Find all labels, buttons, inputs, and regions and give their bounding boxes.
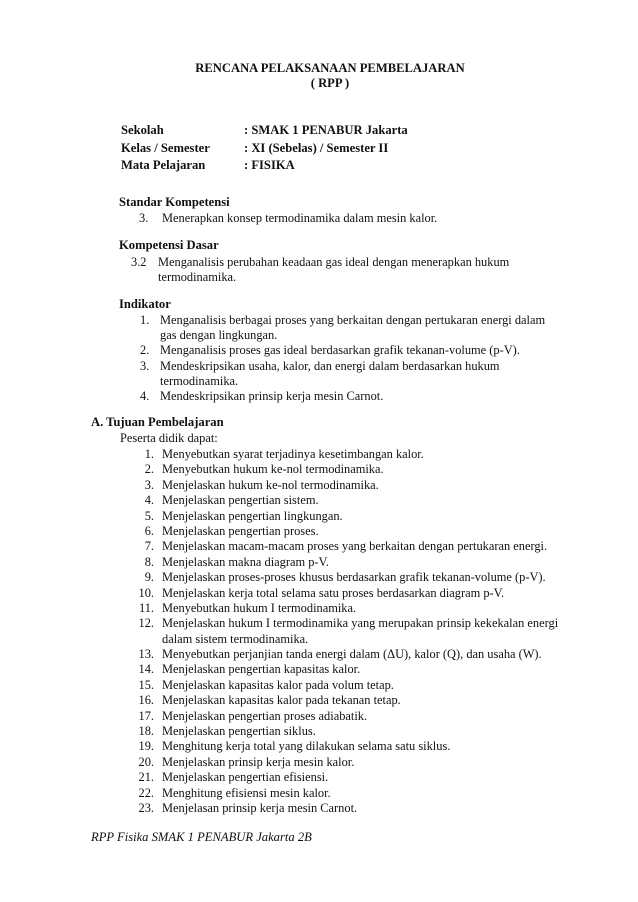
list-item-number: 4. [144, 493, 154, 508]
list-item-number: 23. [138, 801, 154, 815]
list-item-text: Menghitung efisiensi mesin kalor. [162, 785, 331, 800]
document-subtitle: ( RPP ) [310, 76, 350, 90]
list-item-number: 4. [140, 388, 150, 403]
identity-label: Kelas / Semester [121, 140, 210, 155]
list-item-text: Mendeskripsikan usaha, kalor, dan energi dalam berdasarkan hukum termodinamika. [160, 358, 500, 388]
list-item-text: Menjelaskan kapasitas kalor pada tekanan tetap. [162, 693, 401, 708]
list-item-number: 22. [138, 785, 154, 800]
indikator-heading: Indikator [119, 297, 171, 311]
list-item-text: Menganalisis berbagai proses yang berkaitan dengan pertukaran energi dalam gas dengan lingkungan. [160, 313, 546, 343]
identity-row [121, 123, 541, 141]
list-item-number: 14. [138, 662, 154, 677]
tujuan-intro: Peserta didik dapat: [120, 431, 218, 445]
list-item-number: 2. [140, 343, 150, 358]
kompetensi-dasar-text: Menganalisis perubahan keadaan gas ideal dengan menerapkan hukum [158, 255, 510, 269]
list-item-text: Menyebutkan perjanjian tanda energi dalam (ΔU), kalor (Q), dan usaha (W). [162, 647, 542, 662]
kompetensi-dasar-number: 3.2 [131, 255, 147, 269]
list-item-number: 10. [138, 585, 154, 600]
list-item-text: Menjelaskan pengertian siklus. [162, 724, 316, 739]
list-item-text: Menjelaskan proses-proses khusus berdasarkan grafik tekanan-volume (p-V). [162, 570, 546, 585]
list-item-number: 3. [140, 358, 150, 373]
list-item-number: 8. [144, 554, 154, 569]
list-item-number: 7. [144, 539, 154, 554]
list-item-text: Menjelaskan pengertian proses adiabatik. [162, 708, 368, 723]
identity-row [121, 158, 541, 176]
standar-kompetensi-text: Menerapkan konsep termodinamika dalam mesin kalor. [162, 211, 438, 225]
list-item-number: 16. [138, 693, 154, 708]
standar-kompetensi-heading: Standar Kompetensi [119, 195, 230, 209]
list-item-text: Menjelaskan hukum I termodinamika yang merupakan prinsip kekekalan energi dalam sistem termodinamika. [162, 616, 559, 646]
standar-kompetensi-number: 3. [139, 211, 149, 225]
identity-row [121, 141, 541, 159]
list-item-number: 18. [138, 724, 154, 739]
list-item-number: 1. [140, 313, 150, 327]
list-item-number: 15. [138, 677, 154, 692]
identity-value: : FISIKA [244, 158, 295, 172]
list-item-number: 5. [144, 508, 154, 523]
identity-table [121, 123, 541, 176]
list-item-number: 20. [138, 754, 154, 769]
list-item-text: Menjelaskan hukum ke-nol termodinamika. [162, 477, 379, 492]
list-item-number: 11. [138, 600, 154, 615]
list-item-text: Menjelaskan pengertian efisiensi. [162, 770, 329, 785]
list-item-number: 3. [144, 477, 154, 492]
list-item-text: Menjelaskan prinsip kerja mesin kalor. [162, 754, 355, 769]
list-item-text: Menjelaskan pengertian sistem. [162, 493, 319, 508]
identity-label: Mata Pelajaran [121, 158, 206, 172]
list-item-text: Menganalisis proses gas ideal berdasarkan grafik tekanan-volume (p-V). [160, 343, 520, 358]
list-item-text: Menjelaskan kerja total selama satu proses berdasarkan diagram p-V. [162, 585, 505, 600]
list-item-text: Menyebutkan hukum I termodinamika. [162, 600, 357, 615]
list-item-text: Menjelaskan macam-macam proses yang berkaitan dengan pertukaran energi. [162, 539, 548, 554]
list-item-number: 12. [138, 616, 154, 631]
list-item-text: Menjelasan prinsip kerja mesin Carnot. [162, 801, 358, 815]
list-item-number: 13. [138, 647, 154, 662]
list-item-text: Menjelaskan pengertian proses. [162, 523, 319, 538]
list-item-text: Menjelaskan makna diagram p-V. [162, 554, 329, 569]
list-item-number: 2. [144, 462, 154, 477]
list-item-number: 1. [144, 447, 154, 461]
identity-value: : XI (Sebelas) / Semester II [244, 140, 389, 155]
list-item-number: 9. [144, 570, 154, 585]
list-item-text: Menjelaskan kapasitas kalor pada volum tetap. [162, 677, 394, 692]
list-item-text: Menjelaskan pengertian kapasitas kalor. [162, 662, 361, 677]
page-footer: RPP Fisika SMAK 1 PENABUR Jakarta 2B [91, 830, 312, 844]
list-item-text: Menjelaskan pengertian lingkungan. [162, 508, 343, 523]
list-item-text: Menyebutkan hukum ke-nol termodinamika. [162, 462, 384, 477]
tujuan-heading: A. Tujuan Pembelajaran [91, 415, 224, 429]
document-title: RENCANA PELAKSANAAN PEMBELAJARAN [195, 61, 465, 75]
kompetensi-dasar-heading: Kompetensi Dasar [119, 238, 219, 252]
list-item-number: 6. [144, 523, 154, 538]
kompetensi-dasar-text-cont: termodinamika. [158, 270, 237, 284]
list-item-text: Menyebutkan syarat terjadinya kesetimbangan kalor. [162, 447, 424, 461]
list-item-number: 17. [138, 708, 154, 723]
list-item-number: 21. [138, 770, 154, 785]
identity-label: Sekolah [121, 123, 164, 137]
list-item-number: 19. [138, 739, 154, 754]
identity-value: : SMAK 1 PENABUR Jakarta [244, 123, 408, 137]
list-item-text: Menghitung kerja total yang dilakukan selama satu siklus. [162, 739, 451, 754]
list-item-text: Mendeskripsikan prinsip kerja mesin Carnot. [160, 388, 384, 403]
